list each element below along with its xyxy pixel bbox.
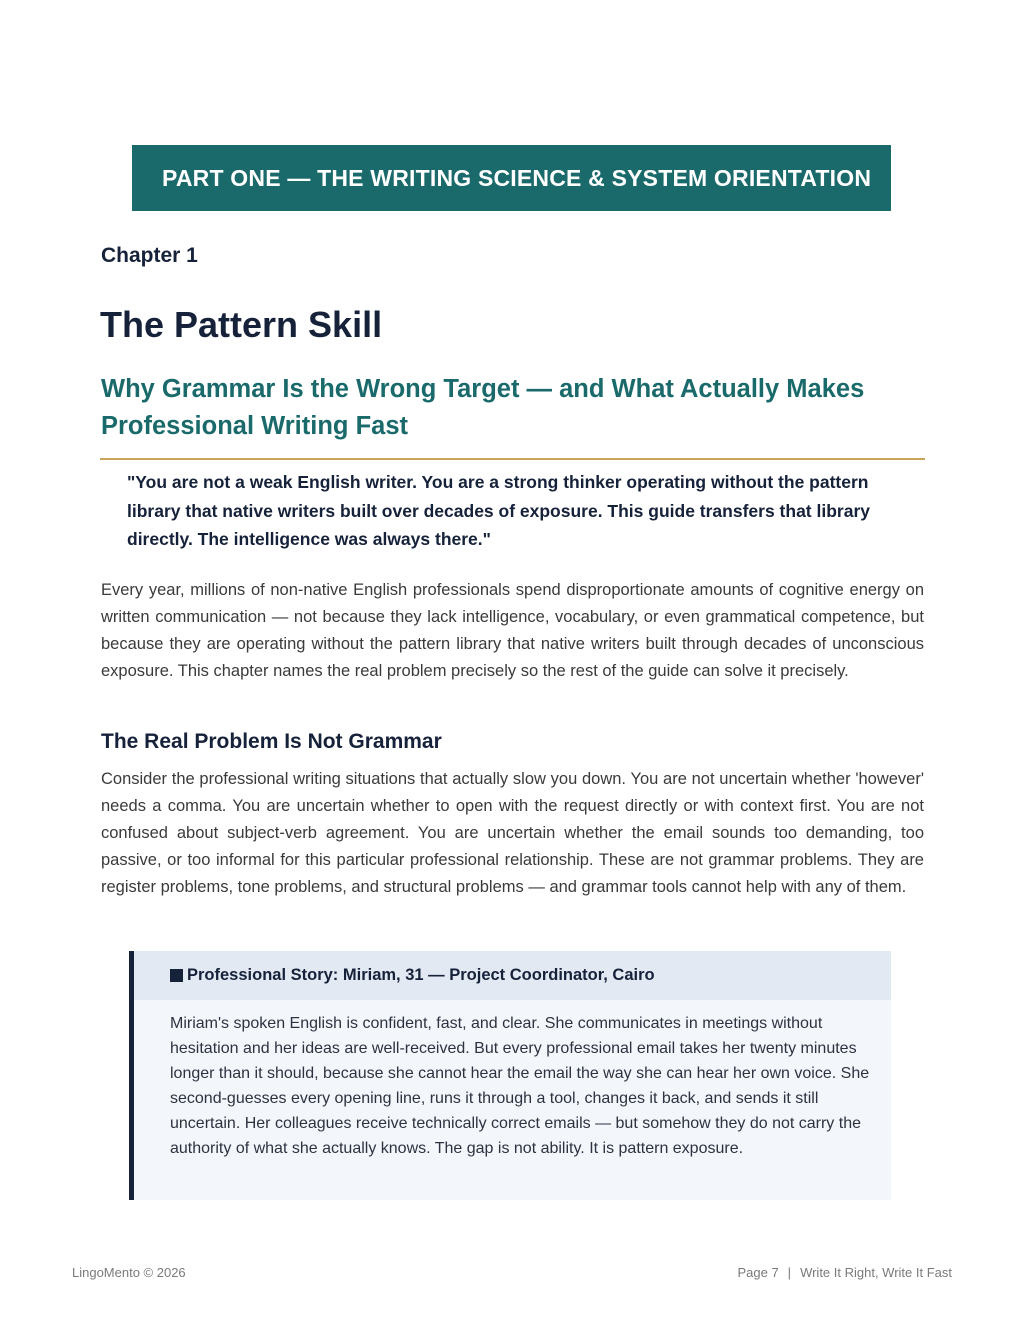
part-banner-text: PART ONE — THE WRITING SCIENCE & SYSTEM ORIENTATION [162,164,872,191]
footer-copyright: LingoMento © 2026 [72,1265,186,1280]
professional-story-box [129,951,891,1200]
story-title: Professional Story: Miriam, 31 — Project Coordinator, Cairo [187,966,655,984]
book-title: Write It Right, Write It Fast [800,1265,952,1280]
page-number: Page 7 [737,1265,779,1280]
part-banner [132,145,891,211]
story-body: Miriam's spoken English is confident, fast, and clear. She communicates in meetings without hesitation and her ideas are well-received. But every professional email takes her twenty minutes longer than it should, because she cannot hear the email the way she can hear her own voice. She second-guesses every opening line, runs it through a tool, changes it back, and sends it still uncertain. Her colleagues receive technically correct emails — but somehow they do not carry the authority of what she actually knows. The gap is not ability. It is pattern exposure. [170,1015,870,1157]
divider-rule [100,458,925,460]
footer-right [737,1265,952,1280]
chapter-title: The Pattern Skill [100,304,383,345]
section-heading: The Real Problem Is Not Grammar [101,730,442,753]
chapter-subtitle: Why Grammar Is the Wrong Target — and What Actually Makes Professional Writing Fast [101,375,865,440]
footer-separator: | [787,1265,792,1280]
intro-paragraph: Every year, millions of non-native English professionals spend disproportionate amounts of cognitive energy on written communication — not because they lack intelligence, vocabulary, or even grammatical competence, but because they are operating without the pattern library that native writers built through decades of unconscious exposure. This chapter names the real problem precisely so the rest of the guide can solve it precisely. [101,581,924,680]
chapter-label: Chapter 1 [101,244,198,267]
square-icon [170,969,183,982]
story-header [134,951,891,1000]
pull-quote: "You are not a weak English writer. You are a strong thinker operating without the pattern library that native writers built over decades of exposure. This guide transfers that library directly. The intelligence was always there." [127,472,870,549]
section-paragraph: Consider the professional writing situations that actually slow you down. You are not uncertain whether 'however' needs a comma. You are uncertain whether to open with the request directly or with context first. You are not confused about subject-verb agreement. You are uncertain whether the email sounds too demanding, too passive, or too informal for this particular professional relationship. These are not grammar problems. They are register problems, tone problems, and structural problems — and grammar tools cannot help with any of them. [101,770,924,896]
